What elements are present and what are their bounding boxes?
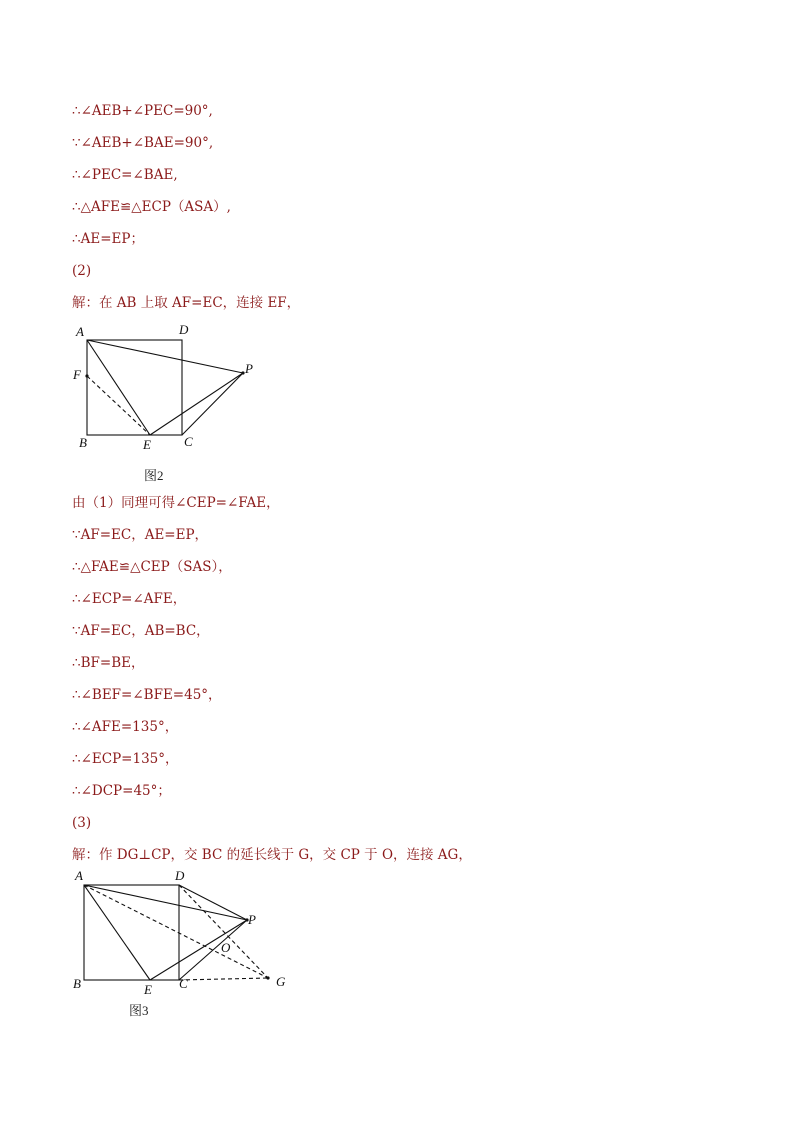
label-d: D bbox=[175, 868, 185, 883]
figure-2-caption: 图2 bbox=[144, 468, 164, 483]
proof-line: 由（1）同理可得∠CEP=∠FAE， bbox=[72, 495, 280, 511]
label-a: A bbox=[76, 324, 84, 339]
label-o: O bbox=[221, 940, 231, 955]
proof-line: ∴∠ECP=∠AFE， bbox=[72, 591, 187, 607]
proof-line: ∴∠AEB+∠PEC=90°, bbox=[72, 103, 213, 119]
segment-ae bbox=[87, 340, 150, 435]
segment-dp bbox=[179, 885, 247, 920]
label-g: G bbox=[276, 974, 286, 989]
square-abcd bbox=[84, 885, 179, 980]
figure-3-caption: 图3 bbox=[129, 1003, 149, 1018]
proof-line: ∴∠AFE=135°， bbox=[72, 719, 179, 735]
label-p: P bbox=[248, 912, 256, 927]
proof-line: ∵AF=EC，AE=EP， bbox=[72, 527, 209, 543]
segment-dg-dashed bbox=[179, 885, 268, 978]
part2-intro: 解：在 AB 上取 AF=EC，连接 EF， bbox=[72, 295, 301, 311]
segment-ep bbox=[150, 373, 243, 435]
proof-line: ∴BF=BE， bbox=[72, 655, 145, 671]
proof-line: ∴△FAE≌△CEP（SAS）， bbox=[72, 559, 232, 575]
proof-line: ∴AE=EP； bbox=[72, 231, 144, 247]
label-p: P bbox=[245, 361, 253, 376]
label-b: B bbox=[73, 976, 81, 991]
segment-cp bbox=[179, 920, 247, 980]
label-a: A bbox=[75, 868, 83, 883]
segment-cg-dashed bbox=[179, 978, 268, 980]
proof-line: ∴△AFE≌△ECP（ASA）, bbox=[72, 199, 231, 215]
segment-fe-dashed bbox=[87, 376, 150, 435]
proof-line: ∵AF=EC，AB=BC， bbox=[72, 623, 210, 639]
proof-line: ∴∠PEC=∠BAE, bbox=[72, 167, 178, 183]
proof-line: ∴∠ECP=135°， bbox=[72, 751, 179, 767]
proof-line: ∴∠DCP=45°； bbox=[72, 783, 171, 799]
label-f: F bbox=[73, 367, 81, 382]
label-b: B bbox=[79, 435, 87, 450]
segment-ae bbox=[84, 885, 150, 980]
part3-intro: 解：作 DG⊥CP，交 BC 的延长线于 G，交 CP 于 O，连接 AG， bbox=[72, 847, 472, 863]
proof-line: ∵∠AEB+∠BAE=90°, bbox=[72, 135, 214, 151]
figure-2 bbox=[70, 320, 270, 455]
proof-line: ∴∠BEF=∠BFE=45°， bbox=[72, 687, 222, 703]
label-e: E bbox=[144, 982, 152, 996]
segment-ap bbox=[84, 885, 247, 920]
figure-3 bbox=[70, 866, 300, 996]
label-c: C bbox=[179, 976, 188, 991]
segment-cp bbox=[182, 373, 243, 435]
label-e: E bbox=[143, 437, 151, 452]
segment-ep bbox=[150, 920, 247, 980]
segment-ap bbox=[87, 340, 243, 373]
label-d: D bbox=[179, 322, 189, 337]
part2-label: (2) bbox=[72, 263, 92, 279]
part3-label: (3) bbox=[72, 815, 92, 831]
label-c: C bbox=[184, 434, 193, 449]
